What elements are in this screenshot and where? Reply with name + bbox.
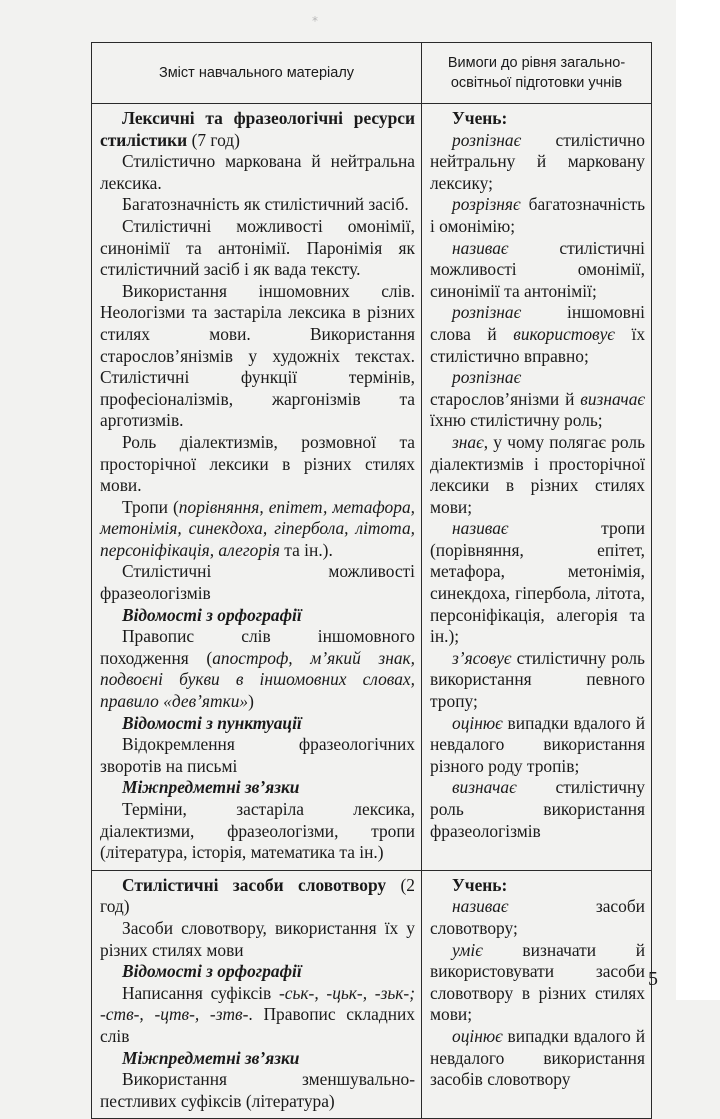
italic-text: апостроф, м’який знак, подвоєні букви в іншомовних словах, правило «дев’ятки» <box>100 647 415 712</box>
verb: оцінює <box>452 1025 503 1046</box>
curriculum-table <box>91 42 652 1119</box>
verb: знає <box>452 431 484 452</box>
page-margin <box>676 0 720 1000</box>
text: їхню стилістичну роль; <box>430 410 603 431</box>
text: їх стилістично вправно; <box>430 323 646 366</box>
requirement-item <box>430 777 645 842</box>
paragraph: Багатозначність як стилістичний засіб. <box>122 194 409 215</box>
italic-text: порівняння, епітет, метафора, метонімія, синекдоха, гіпербола, літота, персоніфікація, алегорія <box>100 496 415 560</box>
text: старослов’янізми й <box>430 388 581 409</box>
section-hours: (2 год) <box>100 874 415 917</box>
requirement-item <box>430 367 645 432</box>
requirement-item <box>430 238 645 303</box>
page-number: 5 <box>648 968 658 990</box>
paragraph: Стилістичні можливості омонімії, синонімії та антонімії. Паронімія як стилістичний засіб і як вада тексту. <box>100 215 415 280</box>
verb: розрізняє <box>452 194 521 215</box>
subheading-interdisciplinary: Міжпредметні зв’язки <box>122 1047 300 1068</box>
section-title: Стилістичні засоби словотвору <box>122 874 387 895</box>
text: багатозначність і омонімію; <box>430 194 645 236</box>
verb: розпізнає <box>452 129 522 150</box>
text: та ін.). <box>279 539 333 560</box>
requirement-item <box>430 940 645 1026</box>
verb: використовує <box>513 323 615 344</box>
content-cell <box>92 104 422 871</box>
text: засоби словотвору; <box>430 896 645 938</box>
paragraph-orthography <box>100 983 415 1048</box>
text: Правопис слів іншомовного походження ( <box>100 626 415 668</box>
requirement-item <box>430 896 645 939</box>
requirement-item <box>430 432 645 518</box>
verb: називає <box>452 518 509 539</box>
paragraph-tropes <box>100 497 415 562</box>
text: Написання суфіксів <box>122 982 279 1003</box>
section-title: Лексичні та фразеологічні ресурси стилістики <box>100 108 415 150</box>
subheading-interdisciplinary: Міжпредметні зв’язки <box>122 777 300 798</box>
text: випадки вдалого й невдалого використання різного роду тропів; <box>430 712 645 776</box>
text: визначати й використовувати засоби словотвору в різних стилях мови; <box>430 939 645 1025</box>
text: стилістичну роль використання фразеологізмів <box>430 777 645 841</box>
requirements-cell <box>422 870 652 1119</box>
verb: називає <box>452 237 509 258</box>
table-row <box>92 870 652 1119</box>
verb: розпізнає <box>452 367 522 388</box>
italic-text: -ськ-, -цьк-, -зьк-; -ств-, -цтв-, -зтв- <box>100 982 415 1025</box>
scan-artifact: * <box>312 14 318 28</box>
requirement-item <box>430 518 645 648</box>
paragraph: Використання зменшувально-пестливих суфіксів (література) <box>100 1069 415 1111</box>
paragraph: Використання іншомовних слів. Неологізми та застаріла лексика в різних стилях мови. Використання старослов’янізмів у художніх текстах. Стилістичні функції термінів, професіоналізмів, жаргонізмів та арготизмів. <box>100 280 415 431</box>
paragraph: Стилістичні можливості фразеологізмів <box>100 561 415 604</box>
table-row <box>92 104 652 871</box>
verb: розпізнає <box>452 302 522 323</box>
verb: з’ясовує <box>452 647 512 668</box>
subheading-orthography: Відомості з орфографії <box>122 961 302 982</box>
text: іншомовні слова й <box>430 302 645 344</box>
paragraph: Засоби словотвору, використання їх у різних стилях мови <box>100 917 415 960</box>
subheading-orthography: Відомості з орфографії <box>122 604 302 625</box>
section-hours: (7 год) <box>191 129 240 150</box>
verb: уміє <box>452 939 483 960</box>
text: , у чому полягає роль діалектизмів і просторічної лексики в різних стилях мови; <box>430 431 645 517</box>
text: Тропи ( <box>122 496 179 517</box>
paragraph: Роль діалектизмів, розмовної та просторічної лексики в різних стилях мови. <box>100 431 415 496</box>
pupil-label: Учень: <box>452 108 508 128</box>
subheading-punctuation: Відомості з пунктуації <box>122 712 302 733</box>
text: стилістично нейтральну й марковану лексику; <box>430 129 645 193</box>
requirement-item <box>430 194 645 237</box>
header-content: Зміст навчального матеріалу <box>92 43 422 104</box>
text: випадки вдалого й невдалого використання засобів словотвору <box>430 1025 645 1090</box>
requirement-item <box>430 648 645 713</box>
verb: визначає <box>580 388 645 409</box>
header-row <box>92 43 652 104</box>
pupil-label: Учень: <box>452 874 508 895</box>
content-cell <box>92 870 422 1119</box>
requirement-item <box>430 130 645 195</box>
requirements-cell <box>422 104 652 871</box>
paragraph-orthography <box>100 626 415 712</box>
text: . Правопис складних слів <box>100 1004 415 1046</box>
paragraph: Стилістично маркована й нейтральна лексика. <box>100 151 415 193</box>
paragraph: Терміни, застаріла лексика, діалектизми, фразеологізми, тропи (література, історія, математика та ін.) <box>100 799 415 863</box>
requirement-item <box>430 1026 645 1091</box>
paragraph: Відокремлення фразеологічних зворотів на письмі <box>100 734 415 776</box>
header-requirements: Вимоги до рівня загально-освітньої підготовки учнів <box>422 43 652 104</box>
requirement-item <box>430 302 645 367</box>
verb: оцінює <box>452 712 503 733</box>
text: тропи (порівняння, епітет, метафора, метонімія, синекдоха, гіпербола, літота, персоніфікація, алегорія та ін.); <box>430 518 645 647</box>
verb: називає <box>452 896 509 917</box>
text: стилістичну роль використання певного тропу; <box>430 647 645 712</box>
verb: визначає <box>452 777 517 798</box>
text: стилістичні можливості омонімії, синонімії та антонімії; <box>430 237 645 301</box>
text: ) <box>248 691 254 712</box>
requirement-item <box>430 713 645 778</box>
